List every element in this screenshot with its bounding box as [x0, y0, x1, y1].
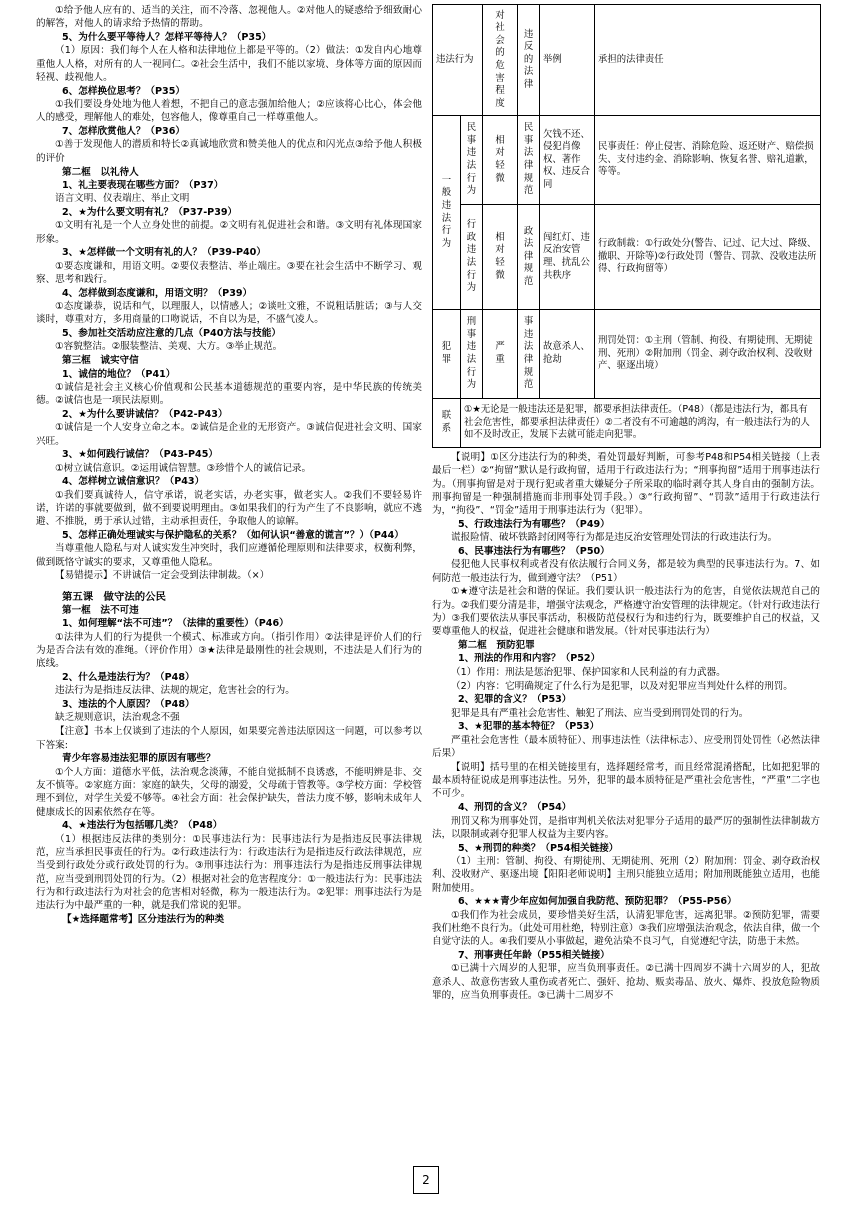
paragraph: ①容貌整洁。②服装整洁、美观、大方。③举止规范。 [55, 341, 283, 353]
question-heading: 3、★犯罪的基本特征？（P53） [458, 721, 600, 733]
tip-note: 【易错提示】不讲诚信一定会受到法律制裁。（×） [55, 570, 270, 582]
paragraph: 缺乏规则意识，法治观念不强 [55, 712, 180, 724]
header-cell: 举例 [540, 5, 595, 116]
question-heading: 2、犯罪的含义？（P53） [458, 694, 572, 706]
law-cell: 政法律规范 [518, 205, 540, 310]
paragraph: ①诚信是社会主义核心价值观和公民基本道德规范的重要内容，是中华民族的传统美德。②诚信也是一项民法原则。 [36, 381, 422, 407]
question-heading: 6、民事违法行为有哪些？（P50） [458, 546, 610, 558]
question-heading: 1、刑法的作用和内容？（P52） [458, 653, 601, 665]
lesson-title: 第五课 做守法的公民 [62, 590, 166, 603]
header-cell: 违法行为 [433, 5, 483, 116]
paragraph: 谎报险情、破坏铁路封闭网等行为都是违反治安管理处罚法的行政违法行为。 [451, 532, 778, 544]
paragraph: 严重社会危害性（最本质特征）、刑事违法性（法律标志）、应受刑罚处罚性（必然法律后果） [432, 734, 820, 760]
paragraph: 侵犯他人民事权利或者没有依法履行合同义务，都是较为典型的民事违法行为。7、如何防范一般违法行为，做到遵守法？（P51） [432, 559, 820, 584]
paragraph: ①★遵守法是社会和谐的保证。我们要认识一般违法行为的危害，自觉依法规范自己的行为。②我们要分清是非，增强守法观念，严格遵守治安管理的法律规定。（针对行政违法行为）③我们要依法从事民事活动，积极防范侵权行为和违约行为，既要维护自己的权益，又要尊重他人的权益，促进社会健康和谐发展。（针对民事违法行为） [432, 586, 820, 638]
paragraph: ①我们作为社会成员，要珍惜美好生活，认清犯罪危害，远离犯罪。②预防犯罪，需要我们杜绝不良行为。（此处可用杜绝，特别注意）③我们应增强法治观念，依法自律，做一个自觉守法的人。④我们要从小事做起，避免沾染不良习气，自觉遵纪守法，防患于未然。 [432, 909, 820, 948]
harm-cell: 相对轻微 [483, 116, 518, 205]
liability-cell: 民事责任：停止侵害、消除危险、返还财产、赔偿损失、支付违约金、消除影响、恢复名誉、赔礼道歉，等等。 [595, 116, 821, 205]
law-cell: 民事法律规范 [518, 116, 540, 205]
type-cell: 刑事违法行为 [461, 310, 483, 399]
paragraph: 刑罚又称为刑事处罚，是指审判机关依法对犯罪分子适用的最严厉的强制性法律制裁方法，以限制或剥夺犯罪人权益为主要内容。 [432, 815, 820, 840]
question-heading: 1、诚信的地位？（P41） [62, 368, 176, 380]
question-heading: 7、刑事责任年龄（P55相关链接） [458, 949, 610, 961]
question-heading: 5、为什么要平等待人？怎样平等待人？（P35） [62, 32, 272, 44]
question-heading: 4、★违法行为包括哪几类？（P48） [62, 820, 223, 832]
section-heading: 第二框 预防犯罪 [458, 640, 535, 652]
question-heading: 5、行政违法行为有哪些？（P49） [458, 518, 610, 530]
paragraph: 违法行为是指违反法律、法规的规定，危害社会的行为。 [55, 685, 295, 697]
paragraph: ①树立诚信意识。②运用诚信智慧。③珍惜个人的诚信记录。 [55, 462, 312, 474]
table-row [433, 399, 821, 448]
type-cell: 行政违法行为 [461, 205, 483, 310]
note-paragraph: 【注意】书本上仅谈到了违法的个人原因，如果要完善违法原因这一问题，可以参考以下答案: [36, 726, 422, 751]
table-row [433, 205, 821, 310]
example-cell: 闯红灯、违反治安管理、扰乱公共秩序 [540, 205, 595, 310]
harm-cell: 相对轻微 [483, 205, 518, 310]
paragraph: ①文明有礼是一个人立身处世的前提。②文明有礼促进社会和谐。③文明有礼体现国家形象。 [36, 220, 422, 245]
violation-types-table [432, 4, 821, 448]
table-row [433, 310, 821, 399]
paragraph: （2）内容：它明确规定了什么行为是犯罪，以及对犯罪应当判处什么样的刑罚。 [451, 680, 793, 692]
link-label-cell: 联系 [433, 399, 461, 448]
paragraph: ①已满十六周岁的人犯罪，应当负刑事责任。②已满十四周岁不满十六周岁的人，犯故意杀人、故意伤害致人重伤或者死亡、强奸、抢劫、贩卖毒品、放火、爆炸、投放危险物质罪的，应当负刑事责任。③已满十二周岁不 [432, 963, 820, 1001]
question-heading: 2、★为什么要讲诚信？（P42-P43） [62, 408, 228, 420]
link-text-cell: ①★无论是一般违法还是犯罪，都要承担法律责任。（P48）（都是违法行为，都具有社会危害性，都要承担法律责任）②二者没有不可逾越的鸿沟，有一般违法行为的人如不及时改正，发展下去就可能走向犯罪。 [461, 399, 821, 448]
example-cell: 故意杀人、抢劫 [540, 310, 595, 399]
harm-cell: 严重 [483, 310, 518, 399]
page-number: 2 [413, 1166, 439, 1194]
paragraph: ①善于发现他人的潜质和特长②真诚地欣赏和赞美他人的优点和闪光点③给予他人积极的评价 [36, 139, 422, 164]
paragraph: （1）根据违反法律的类别分：①民事违法行为：民事违法行为是指违反民事法律规范，应当承担民事责任的行为。②行政违法行为：行政违法行为是指违反行政法律规范，应当受到行政处分或行政处罚的行为。③刑事违法行为：刑事违法行为是指违反刑事法律规范，应当受到刑罚处罚的行为。（2）根据对社会的危害程度分：①一般违法行为：民事违法行为和行政违法行为对社会的危害相对轻微，称为一般违法行为。②犯罪：刑事违法行为是违法行为中最严重的一种，就是我们常说的犯罪。 [36, 833, 422, 912]
question-heading: 5、怎样正确处理诚实与保护隐私的关系？（如何认识“善意的谎言”？）（P44） [62, 530, 404, 542]
paragraph: ①诚信是一个人安身立命之本。②诚信是企业的无形资产。③诚信促进社会文明、国家兴旺。 [36, 422, 422, 447]
paragraph: 犯罪是具有严重社会危害性、触犯了刑法、应当受到刑罚处罚的行为。 [451, 707, 749, 719]
question-heading: 2、★为什么要文明有礼？（P37-P39） [62, 206, 238, 218]
left-column [36, 4, 422, 926]
question-heading: 2、什么是违法行为？（P48） [62, 672, 195, 684]
table-row [433, 116, 821, 205]
paragraph: ①给予他人应有的、适当的关注，而不冷落、忽视他人。②对他人的疑惑给予细致耐心的解答，对他人的请求给予热情的帮助。 [36, 5, 422, 30]
question-heading: 4、刑罚的含义？（P54） [458, 802, 572, 814]
paragraph: ①态度谦恭，说话和气，以理服人，以情感人；②谈吐文雅，不说粗话脏话；③与人交谈时，尊重对方，多用商量的口吻说话，不自以为是，不盛气凌人。 [36, 301, 422, 326]
question-heading: 1、如何理解“法不可违”？（法律的重要性）（P46） [62, 618, 289, 630]
paragraph: （1）原因：我们每个人在人格和法律地位上都是平等的。（2）做法：①发自内心地尊重他人人格，对所有的人一视同仁。②社会生活中，我们不能以家境、身体等方面的原因而轻视、歧视他人。 [36, 45, 422, 83]
category-cell: 犯罪 [433, 310, 461, 399]
paragraph: ①法律为人们的行为提供一个模式、标准或方向。（指引作用）②法律是评价人们的行为是否合法有效的准绳。（评价作用）③★法律是最刚性的社会规则，不违法是人们行为的底线。 [36, 631, 422, 670]
note-paragraph: 【说明】①区分违法行为的种类，看处罚最好判断，可参考P48和P54相关链接（上表最后一栏）②“拘留”默认是行政拘留，适用于行政违法行为；“刑事拘留”适用于刑事违法行为。（刑事拘留是对于现行犯或者重大嫌疑分子所采取的临时剥夺其人身自由的强制方法。刑事拘留是一种强制措施而非刑事处罚手段。）③“行政拘留”、“罚款”适用于行政违法行为，“拘役”、“罚金”适用于刑事违法行为（犯罪）。 [432, 452, 820, 517]
paragraph: （1）主刑：管制、拘役、有期徒刑、无期徒刑、死刑（2）附加刑：罚金、剥夺政治权利、没收财产、驱逐出境【阳阳老师说明】主刑只能独立适用；附加刑既能独立适用，也能附加使用。 [432, 855, 820, 894]
law-cell: 事违法律规范 [518, 310, 540, 399]
paragraph: ①个人方面：道德水平低，法治观念淡薄，不能自觉抵制不良诱惑，不能明辨是非、交友不慎等。②家庭方面：家庭的缺失，父母的溺爱，父母疏于管教等。③学校方面：学校管理不到位，对学生关爱不够等。④社会方面：社会保护缺失，普法力度不够，影响未成年人健康成长的因素依然存在等。 [36, 766, 422, 818]
question-heading: 4、怎样树立诚信意识？（P43） [62, 476, 205, 488]
example-cell: 欠钱不还、侵犯肖像权、著作权、违反合同 [540, 116, 595, 205]
question-heading: 3、★如何践行诚信？（P43-P45） [62, 449, 218, 461]
table-caption: 【★选择题常考】区分违法行为的种类 [62, 913, 225, 925]
section-heading: 第二框 以礼待人 [62, 166, 139, 178]
header-cell: 承担的法律责任 [595, 5, 821, 116]
paragraph: ①要态度谦和，用语文明。②要仪表整洁、举止端庄。③要在社会生活中不断学习、观察、思考和践行。 [36, 260, 422, 285]
paragraph: 当尊重他人隐私与对人诚实发生冲突时，我们应遵循伦理原则和法律要求，权衡利弊，做到既恪守诚实的要求，又尊重他人隐私。 [36, 543, 422, 568]
header-cell: 违反的法律 [518, 5, 540, 116]
paragraph: （1）作用：刑法是惩治犯罪、保护国家和人民利益的有力武器。 [451, 666, 726, 678]
question-heading: 3、违法的个人原因？（P48） [62, 699, 195, 711]
question-heading: 7、怎样欣赏他人？（P36） [62, 126, 185, 138]
question-heading: 4、怎样做到态度谦和，用语文明？（P39） [62, 287, 253, 299]
type-cell: 民事违法行为 [461, 116, 483, 205]
question-heading: 1、礼主要表现在哪些方面？（P37） [62, 179, 224, 191]
section-heading: 第一框 法不可违 [62, 605, 139, 617]
paragraph: 语言文明、仪表端庄、举止文明 [55, 193, 190, 205]
question-heading: 5、★刑罚的种类？（P54相关链接） [458, 842, 619, 854]
note-paragraph: 【说明】括号里的在相关链接里有，选择题经常考，而且经常混淆搭配，比如把犯罪的最本质特征说成是刑事违法性。另外，犯罪的最本质特征是严重社会危害性，“严重”二字也不可少。 [432, 761, 820, 800]
paragraph: ①我们要真诚待人，信守承诺，说老实话，办老实事，做老实人。②我们不要轻易许诺，许诺的事就要做到，做不到要说明理由。③如果我们的行为产生了不良影响，就应不逃避、不推脱，勇于承认过错，主动承担责任，争取他人的谅解。 [36, 489, 422, 528]
right-column [432, 4, 820, 1003]
section-heading: 第三框 诚实守信 [62, 355, 139, 367]
question-heading: 5、参加社交活动应注意的几点（P40方法与技能） [62, 328, 281, 340]
category-cell: 一般违法行为 [433, 116, 461, 310]
question-heading: 3、★怎样做一个文明有礼的人？（P39-P40） [62, 247, 266, 259]
liability-cell: 行政制裁：①行政处分(警告、记过、记大过、降级、撤职、开除等)②行政处罚（警告、罚款、没收违法所得、行政拘留等） [595, 205, 821, 310]
sub-heading: 青少年容易违法犯罪的原因有哪些？ [62, 753, 216, 765]
paragraph: ①我们要设身处地为他人着想，不把自己的意志强加给他人；②应该将心比心，体会他人的感受，理解他人的难处，包容他人，像尊重自己一样尊重他人。 [36, 99, 422, 124]
liability-cell: 刑罚处罚：①主刑（管制、拘役、有期徒刑、无期徒刑、死刑）②附加刑（罚金、剥夺政治权利、没收财产、驱逐出境） [595, 310, 821, 399]
table-header-row [433, 5, 821, 116]
header-cell: 对社会的危害程度 [483, 5, 518, 116]
question-heading: 6、怎样换位思考？（P35） [62, 85, 185, 97]
question-heading: 6、★★★青少年应如何加强自我防范、预防犯罪？（P55-P56） [458, 896, 737, 908]
